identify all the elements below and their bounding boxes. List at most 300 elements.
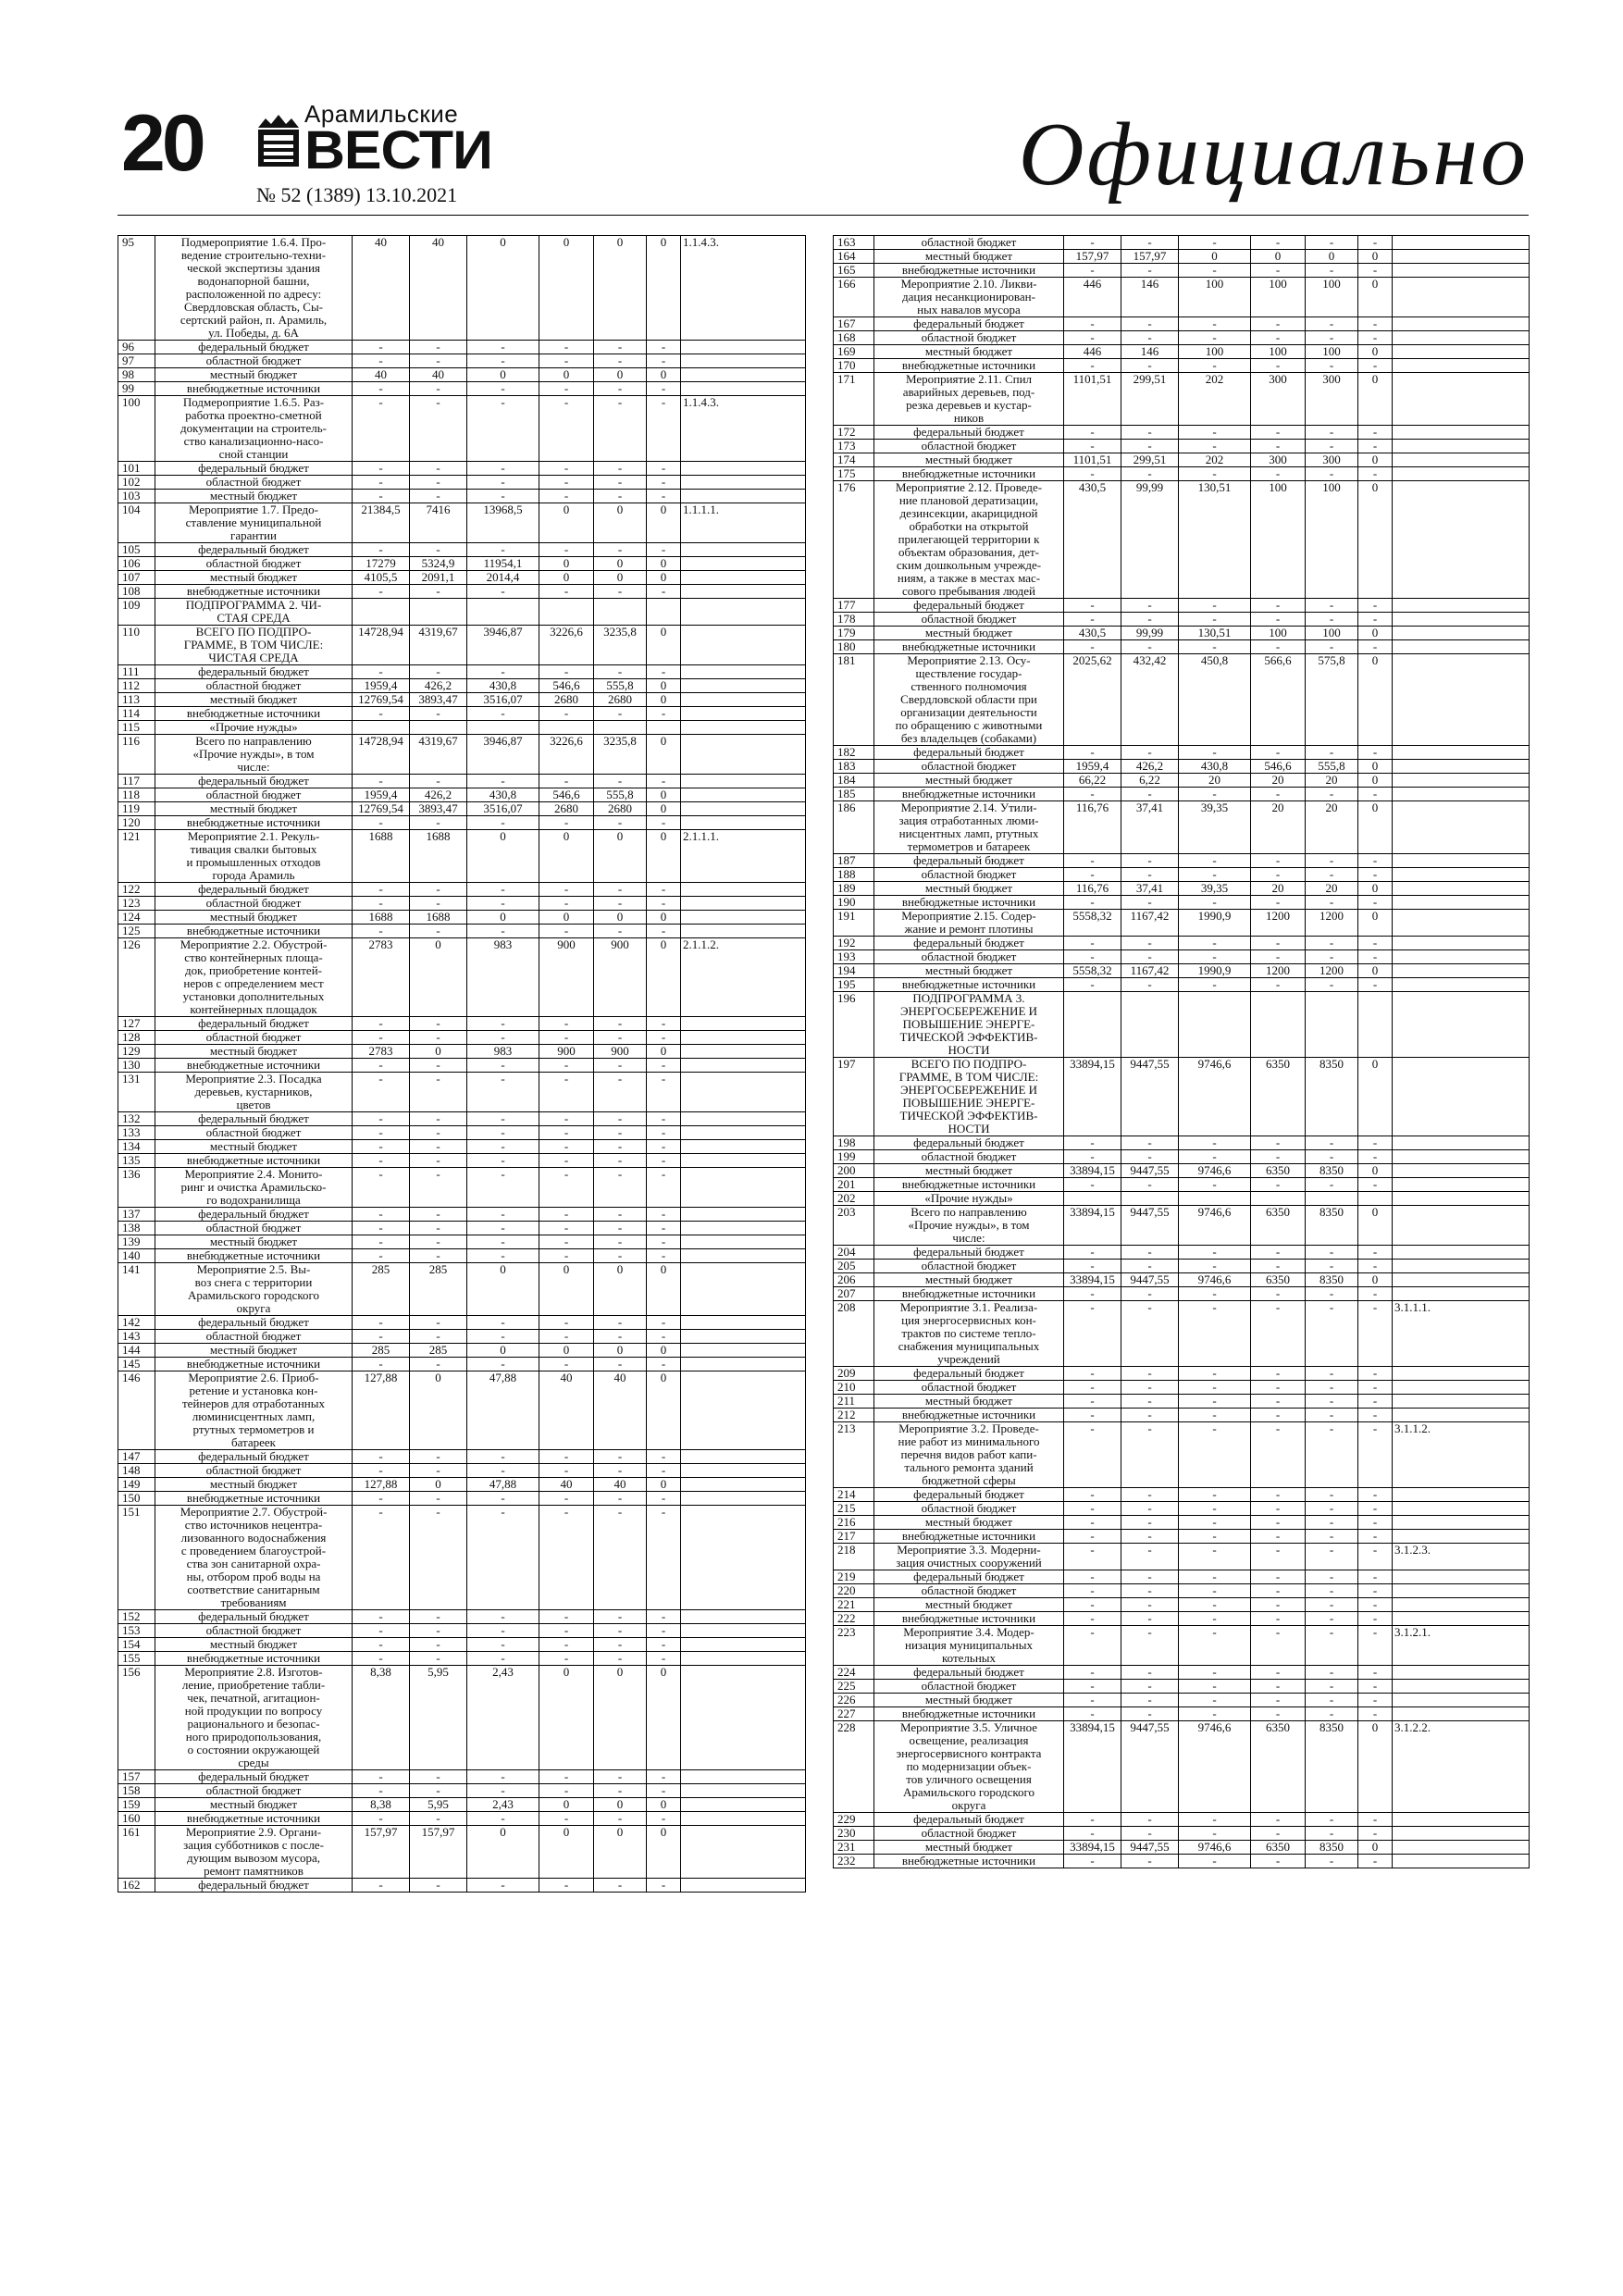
row-name: федеральный бюджет bbox=[874, 1813, 1064, 1827]
row-number: 203 bbox=[834, 1206, 874, 1246]
row-value: - bbox=[467, 1879, 539, 1893]
row-number: 183 bbox=[834, 760, 874, 774]
row-value: - bbox=[467, 1126, 539, 1140]
row-value: 11954,1 bbox=[467, 557, 539, 571]
table-row bbox=[834, 1827, 1530, 1841]
row-value: 0 bbox=[1358, 774, 1393, 788]
row-name: Мероприятие 2.1. Рекуль- тивация свалки бытовых и промышленных отходов города Арамиль bbox=[155, 830, 353, 883]
row-number: 104 bbox=[118, 503, 155, 543]
row-number: 111 bbox=[118, 665, 155, 679]
row-number: 121 bbox=[118, 830, 155, 883]
row-value: - bbox=[594, 476, 647, 490]
row-number: 109 bbox=[118, 599, 155, 626]
row-value: - bbox=[410, 775, 467, 788]
row-value: 1200 bbox=[1306, 964, 1358, 978]
row-value: - bbox=[353, 462, 410, 476]
row-value: 0 bbox=[594, 571, 647, 585]
table-row bbox=[834, 1136, 1530, 1150]
table-row bbox=[834, 481, 1530, 599]
table-row bbox=[118, 1222, 806, 1235]
table-row bbox=[118, 883, 806, 897]
table-row bbox=[834, 627, 1530, 640]
row-value: - bbox=[1179, 1694, 1251, 1707]
row-value: - bbox=[594, 1112, 647, 1126]
row-value: - bbox=[1358, 359, 1393, 373]
row-value: - bbox=[1064, 440, 1121, 453]
row-value: 20 bbox=[1251, 882, 1306, 896]
table-row bbox=[834, 1395, 1530, 1409]
row-value: - bbox=[647, 1610, 681, 1624]
row-name: внебюджетные источники bbox=[155, 585, 353, 599]
row-value: - bbox=[1064, 1246, 1121, 1260]
row-number: 100 bbox=[118, 396, 155, 462]
row-value: - bbox=[594, 1208, 647, 1222]
row-value: - bbox=[1306, 950, 1358, 964]
row-code bbox=[681, 721, 806, 735]
row-code bbox=[1393, 317, 1530, 331]
table-row bbox=[118, 1610, 806, 1624]
row-code bbox=[1393, 882, 1530, 896]
row-value: - bbox=[410, 1222, 467, 1235]
row-number: 176 bbox=[834, 481, 874, 599]
row-value: - bbox=[1121, 1516, 1179, 1530]
row-code bbox=[681, 665, 806, 679]
row-number: 136 bbox=[118, 1168, 155, 1208]
row-code bbox=[681, 1464, 806, 1478]
row-value: 9447,55 bbox=[1121, 1058, 1179, 1136]
row-value: 40 bbox=[539, 1371, 594, 1450]
row-number: 155 bbox=[118, 1652, 155, 1666]
row-name: Мероприятие 2.9. Органи- зация субботников с после- дующим вывозом мусора, ремонт памятников bbox=[155, 1826, 353, 1879]
row-number: 130 bbox=[118, 1059, 155, 1073]
row-value: - bbox=[410, 925, 467, 938]
row-value: - bbox=[647, 1506, 681, 1610]
row-value: - bbox=[1121, 440, 1179, 453]
row-value: - bbox=[1064, 640, 1121, 654]
row-value: - bbox=[539, 1492, 594, 1506]
row-value: - bbox=[410, 476, 467, 490]
table-row bbox=[118, 830, 806, 883]
row-value: - bbox=[1121, 854, 1179, 868]
row-value: - bbox=[647, 1812, 681, 1826]
table-row bbox=[118, 1330, 806, 1344]
row-value: - bbox=[353, 1168, 410, 1208]
row-value: 202 bbox=[1179, 373, 1251, 426]
row-code bbox=[1393, 896, 1530, 910]
row-number: 190 bbox=[834, 896, 874, 910]
table-row bbox=[118, 735, 806, 775]
table-row bbox=[834, 1164, 1530, 1178]
row-code bbox=[1393, 1827, 1530, 1841]
table-row bbox=[834, 1707, 1530, 1721]
row-value: - bbox=[1121, 317, 1179, 331]
row-code bbox=[1393, 640, 1530, 654]
row-value: 100 bbox=[1251, 481, 1306, 599]
row-name: Мероприятие 2.15. Содер- жание и ремонт плотины bbox=[874, 910, 1064, 937]
row-value: - bbox=[539, 1031, 594, 1045]
table-row bbox=[834, 1367, 1530, 1381]
row-value: 157,97 bbox=[353, 1826, 410, 1879]
row-value: 0 bbox=[1358, 345, 1393, 359]
table-row bbox=[834, 426, 1530, 440]
row-name: внебюджетные источники bbox=[874, 467, 1064, 481]
row-value: - bbox=[647, 1784, 681, 1798]
row-code bbox=[681, 1059, 806, 1073]
table-row bbox=[834, 1381, 1530, 1395]
row-value: - bbox=[1179, 1136, 1251, 1150]
row-number: 112 bbox=[118, 679, 155, 693]
row-value: - bbox=[1306, 1502, 1358, 1516]
row-value bbox=[1358, 992, 1393, 1058]
row-value: - bbox=[1121, 1570, 1179, 1584]
row-value: - bbox=[410, 1126, 467, 1140]
row-number: 125 bbox=[118, 925, 155, 938]
row-value: 99,99 bbox=[1121, 627, 1179, 640]
row-value: 9447,55 bbox=[1121, 1273, 1179, 1287]
row-value: - bbox=[594, 1506, 647, 1610]
row-code bbox=[681, 1371, 806, 1450]
row-value: - bbox=[539, 1222, 594, 1235]
row-number: 187 bbox=[834, 854, 874, 868]
row-number: 101 bbox=[118, 462, 155, 476]
row-value: 0 bbox=[539, 830, 594, 883]
row-code bbox=[681, 925, 806, 938]
row-number: 129 bbox=[118, 1045, 155, 1059]
row-number: 214 bbox=[834, 1488, 874, 1502]
row-value: - bbox=[594, 354, 647, 368]
row-value: 430,8 bbox=[467, 679, 539, 693]
row-value bbox=[1064, 1192, 1121, 1206]
row-value: - bbox=[539, 665, 594, 679]
row-value: 6350 bbox=[1251, 1273, 1306, 1287]
row-value: 3893,47 bbox=[410, 693, 467, 707]
table-row bbox=[834, 250, 1530, 264]
row-value: - bbox=[1358, 236, 1393, 250]
row-value: 8350 bbox=[1306, 1721, 1358, 1813]
row-name: Подмероприятие 1.6.4. Про- ведение строительно-техни- ческой экспертизы здания водонапорной башни, расположенной по адресу: Свердловская область, Сы- сертский район, п. Арамиль, ул. Победы, д. 6А bbox=[155, 236, 353, 341]
row-value bbox=[1306, 992, 1358, 1058]
row-value: - bbox=[1064, 1367, 1121, 1381]
row-code bbox=[1393, 1395, 1530, 1409]
row-value: - bbox=[539, 490, 594, 503]
row-value: - bbox=[594, 1330, 647, 1344]
row-value: - bbox=[353, 1506, 410, 1610]
row-code bbox=[1393, 950, 1530, 964]
row-value: 1101,51 bbox=[1064, 453, 1121, 467]
row-name: местный бюджет bbox=[874, 1395, 1064, 1409]
table-row bbox=[118, 1492, 806, 1506]
table-row bbox=[118, 1879, 806, 1893]
row-value: - bbox=[353, 382, 410, 396]
row-value: - bbox=[1251, 1666, 1306, 1680]
row-value: - bbox=[1306, 1598, 1358, 1612]
row-value: 0 bbox=[1358, 278, 1393, 317]
row-value: - bbox=[1064, 1707, 1121, 1721]
row-name: Мероприятие 2.7. Обустрой- ство источников нецентра- лизованного водоснабжения с проведением благоустрой- ства зон санитарной охра- ны, отбором проб воды на соответствие санитарным требованиям bbox=[155, 1506, 353, 1610]
row-name: федеральный бюджет bbox=[155, 462, 353, 476]
row-value: - bbox=[1179, 1178, 1251, 1192]
row-code bbox=[1393, 910, 1530, 937]
row-value: - bbox=[353, 476, 410, 490]
row-value: - bbox=[1251, 1367, 1306, 1381]
row-code bbox=[681, 626, 806, 665]
row-value: - bbox=[1251, 1827, 1306, 1841]
row-code bbox=[681, 1316, 806, 1330]
table-row bbox=[834, 345, 1530, 359]
row-value: 9746,6 bbox=[1179, 1058, 1251, 1136]
row-value: 900 bbox=[594, 1045, 647, 1059]
row-value: - bbox=[467, 1506, 539, 1610]
row-number: 120 bbox=[118, 816, 155, 830]
row-code bbox=[681, 1263, 806, 1316]
row-value: - bbox=[1358, 1584, 1393, 1598]
row-value: - bbox=[1358, 1178, 1393, 1192]
table-row bbox=[834, 1058, 1530, 1136]
row-code bbox=[681, 1249, 806, 1263]
row-code bbox=[1393, 1584, 1530, 1598]
row-value: - bbox=[1251, 640, 1306, 654]
row-code bbox=[1393, 613, 1530, 627]
table-row bbox=[118, 775, 806, 788]
row-value: - bbox=[1064, 1136, 1121, 1150]
table-row bbox=[118, 925, 806, 938]
table-row bbox=[834, 1260, 1530, 1273]
row-value: - bbox=[1251, 236, 1306, 250]
row-value: 14728,94 bbox=[353, 626, 410, 665]
row-code bbox=[681, 1492, 806, 1506]
row-name: областной бюджет bbox=[155, 476, 353, 490]
row-name: внебюджетные источники bbox=[874, 1855, 1064, 1868]
row-name: внебюджетные источники bbox=[874, 1409, 1064, 1422]
row-name: ВСЕГО ПО ПОДПРО- ГРАММЕ, В ТОМ ЧИСЛЕ: ЧИСТАЯ СРЕДА bbox=[155, 626, 353, 665]
row-code bbox=[1393, 1841, 1530, 1855]
row-code bbox=[1393, 1813, 1530, 1827]
row-name: местный бюджет bbox=[874, 774, 1064, 788]
right-column bbox=[833, 235, 1529, 1868]
table-row bbox=[834, 1409, 1530, 1422]
table-row bbox=[834, 1666, 1530, 1680]
row-value: 2680 bbox=[594, 693, 647, 707]
row-value: - bbox=[1179, 1409, 1251, 1422]
row-value: - bbox=[1358, 1666, 1393, 1680]
row-value bbox=[353, 721, 410, 735]
row-name: Мероприятие 3.1. Реализа- ция энергосервисных кон- трактов по системе тепло- снабжения муниципальных учреждений bbox=[874, 1301, 1064, 1367]
row-value: 8,38 bbox=[353, 1798, 410, 1812]
row-value bbox=[539, 599, 594, 626]
row-value: - bbox=[539, 1770, 594, 1784]
row-name: Мероприятие 2.12. Проведе- ние плановой дератизации, дезинсекции, акарицидной обработки на открытой прилегающей территории к объектам образования, дет- ским дошкольным учрежде- ниям, а также в местах мас- сового пребывания людей bbox=[874, 481, 1064, 599]
row-number: 102 bbox=[118, 476, 155, 490]
row-value: - bbox=[539, 1879, 594, 1893]
row-value: 20 bbox=[1251, 774, 1306, 788]
row-name: Мероприятие 2.3. Посадка деревьев, кустарников, цветов bbox=[155, 1073, 353, 1112]
row-value: 0 bbox=[1179, 250, 1251, 264]
row-value: 2025,62 bbox=[1064, 654, 1121, 746]
row-value: - bbox=[1121, 1381, 1179, 1395]
row-value: 1167,42 bbox=[1121, 964, 1179, 978]
row-code bbox=[1393, 1570, 1530, 1584]
row-value: 0 bbox=[594, 1666, 647, 1770]
row-value: 300 bbox=[1306, 453, 1358, 467]
row-name: федеральный бюджет bbox=[874, 1570, 1064, 1584]
row-value: 446 bbox=[1064, 278, 1121, 317]
row-number: 193 bbox=[834, 950, 874, 964]
row-value: - bbox=[1121, 1666, 1179, 1680]
row-code bbox=[1393, 599, 1530, 613]
row-name: федеральный бюджет bbox=[874, 1367, 1064, 1381]
row-value: - bbox=[410, 816, 467, 830]
row-value: - bbox=[1179, 896, 1251, 910]
row-code bbox=[681, 816, 806, 830]
row-number: 142 bbox=[118, 1316, 155, 1330]
row-value: - bbox=[1306, 1301, 1358, 1367]
row-value: - bbox=[467, 1140, 539, 1154]
row-value: - bbox=[647, 1222, 681, 1235]
row-value: - bbox=[1306, 1584, 1358, 1598]
row-number: 110 bbox=[118, 626, 155, 665]
row-name: местный бюджет bbox=[874, 1516, 1064, 1530]
row-value: - bbox=[1358, 1409, 1393, 1422]
row-name: ПОДПРОГРАММА 2. ЧИ- СТАЯ СРЕДА bbox=[155, 599, 353, 626]
row-value bbox=[410, 721, 467, 735]
row-value: - bbox=[1358, 1626, 1393, 1666]
row-value: - bbox=[1121, 359, 1179, 373]
row-value: - bbox=[1306, 426, 1358, 440]
row-number: 113 bbox=[118, 693, 155, 707]
row-value: 13968,5 bbox=[467, 503, 539, 543]
row-value: 2680 bbox=[539, 693, 594, 707]
row-name: Подмероприятие 1.6.5. Раз- работка проектно-сметной документации на строитель- ство канализационно-насо- сной станции bbox=[155, 396, 353, 462]
row-value: - bbox=[1358, 1150, 1393, 1164]
row-value: - bbox=[539, 883, 594, 897]
row-value: - bbox=[647, 1017, 681, 1031]
row-value: - bbox=[539, 897, 594, 911]
row-value: - bbox=[647, 1450, 681, 1464]
row-value: - bbox=[410, 1638, 467, 1652]
row-value: - bbox=[1179, 317, 1251, 331]
row-value: 0 bbox=[539, 557, 594, 571]
row-value: - bbox=[647, 543, 681, 557]
row-value bbox=[594, 599, 647, 626]
row-code bbox=[1393, 801, 1530, 854]
row-value bbox=[1251, 1192, 1306, 1206]
row-value: - bbox=[1064, 1422, 1121, 1488]
row-value: - bbox=[594, 1610, 647, 1624]
row-value: 0 bbox=[647, 1826, 681, 1879]
row-value: - bbox=[1064, 1516, 1121, 1530]
row-value: 39,35 bbox=[1179, 882, 1251, 896]
row-value: 900 bbox=[539, 938, 594, 1017]
row-value: - bbox=[1121, 1827, 1179, 1841]
row-number: 149 bbox=[118, 1478, 155, 1492]
row-name: федеральный бюджет bbox=[874, 1246, 1064, 1260]
row-value: 0 bbox=[1358, 1721, 1393, 1813]
row-value: - bbox=[594, 883, 647, 897]
row-number: 184 bbox=[834, 774, 874, 788]
row-value: - bbox=[410, 341, 467, 354]
row-value: - bbox=[647, 1464, 681, 1478]
row-value: 21384,5 bbox=[353, 503, 410, 543]
page-number: 20 bbox=[121, 99, 203, 188]
row-value: - bbox=[647, 396, 681, 462]
row-value: - bbox=[410, 1784, 467, 1798]
row-value: - bbox=[410, 1168, 467, 1208]
row-value: - bbox=[594, 1059, 647, 1073]
row-value: 1990,9 bbox=[1179, 910, 1251, 937]
row-value: - bbox=[353, 1073, 410, 1112]
row-name: внебюджетные источники bbox=[874, 1707, 1064, 1721]
table-row bbox=[834, 801, 1530, 854]
row-value: - bbox=[1251, 1502, 1306, 1516]
row-value: 9746,6 bbox=[1179, 1164, 1251, 1178]
row-value: 0 bbox=[1358, 250, 1393, 264]
row-value: - bbox=[647, 1168, 681, 1208]
row-value: - bbox=[1121, 1422, 1179, 1488]
row-value: 4319,67 bbox=[410, 626, 467, 665]
row-value bbox=[1251, 992, 1306, 1058]
row-value bbox=[1121, 992, 1179, 1058]
row-value: - bbox=[353, 925, 410, 938]
row-value: - bbox=[1251, 264, 1306, 278]
row-value: - bbox=[647, 382, 681, 396]
row-number: 199 bbox=[834, 1150, 874, 1164]
row-name: федеральный бюджет bbox=[155, 1316, 353, 1330]
row-value: - bbox=[353, 1126, 410, 1140]
row-value: - bbox=[1121, 613, 1179, 627]
row-value: 0 bbox=[1358, 654, 1393, 746]
row-code bbox=[1393, 992, 1530, 1058]
row-value: 40 bbox=[353, 236, 410, 341]
row-value: 8350 bbox=[1306, 1841, 1358, 1855]
row-value: - bbox=[1306, 1246, 1358, 1260]
table-row bbox=[118, 354, 806, 368]
row-value: 40 bbox=[539, 1478, 594, 1492]
row-value: 0 bbox=[410, 1371, 467, 1450]
row-code bbox=[1393, 359, 1530, 373]
row-value: 546,6 bbox=[539, 679, 594, 693]
row-value: 157,97 bbox=[410, 1826, 467, 1879]
row-value: - bbox=[353, 341, 410, 354]
row-name: местный бюджет bbox=[874, 882, 1064, 896]
row-name: федеральный бюджет bbox=[155, 665, 353, 679]
row-value: - bbox=[1358, 854, 1393, 868]
row-value: 450,8 bbox=[1179, 654, 1251, 746]
row-number: 126 bbox=[118, 938, 155, 1017]
table-row bbox=[118, 707, 806, 721]
row-code bbox=[681, 911, 806, 925]
row-value: - bbox=[353, 1235, 410, 1249]
row-code bbox=[1393, 1855, 1530, 1868]
row-value: - bbox=[1251, 1178, 1306, 1192]
row-number: 229 bbox=[834, 1813, 874, 1827]
table-row bbox=[118, 1316, 806, 1330]
row-value: - bbox=[1251, 1246, 1306, 1260]
row-number: 138 bbox=[118, 1222, 155, 1235]
row-value: - bbox=[647, 1154, 681, 1168]
table-row bbox=[118, 476, 806, 490]
row-value: - bbox=[467, 396, 539, 462]
left-column bbox=[118, 235, 805, 1893]
row-value: - bbox=[1358, 1680, 1393, 1694]
row-value: 555,8 bbox=[594, 679, 647, 693]
row-number: 188 bbox=[834, 868, 874, 882]
row-name: федеральный бюджет bbox=[155, 1610, 353, 1624]
row-number: 124 bbox=[118, 911, 155, 925]
table-row bbox=[834, 1598, 1530, 1612]
row-number: 153 bbox=[118, 1624, 155, 1638]
row-value: - bbox=[594, 1126, 647, 1140]
row-value: - bbox=[1306, 1422, 1358, 1488]
